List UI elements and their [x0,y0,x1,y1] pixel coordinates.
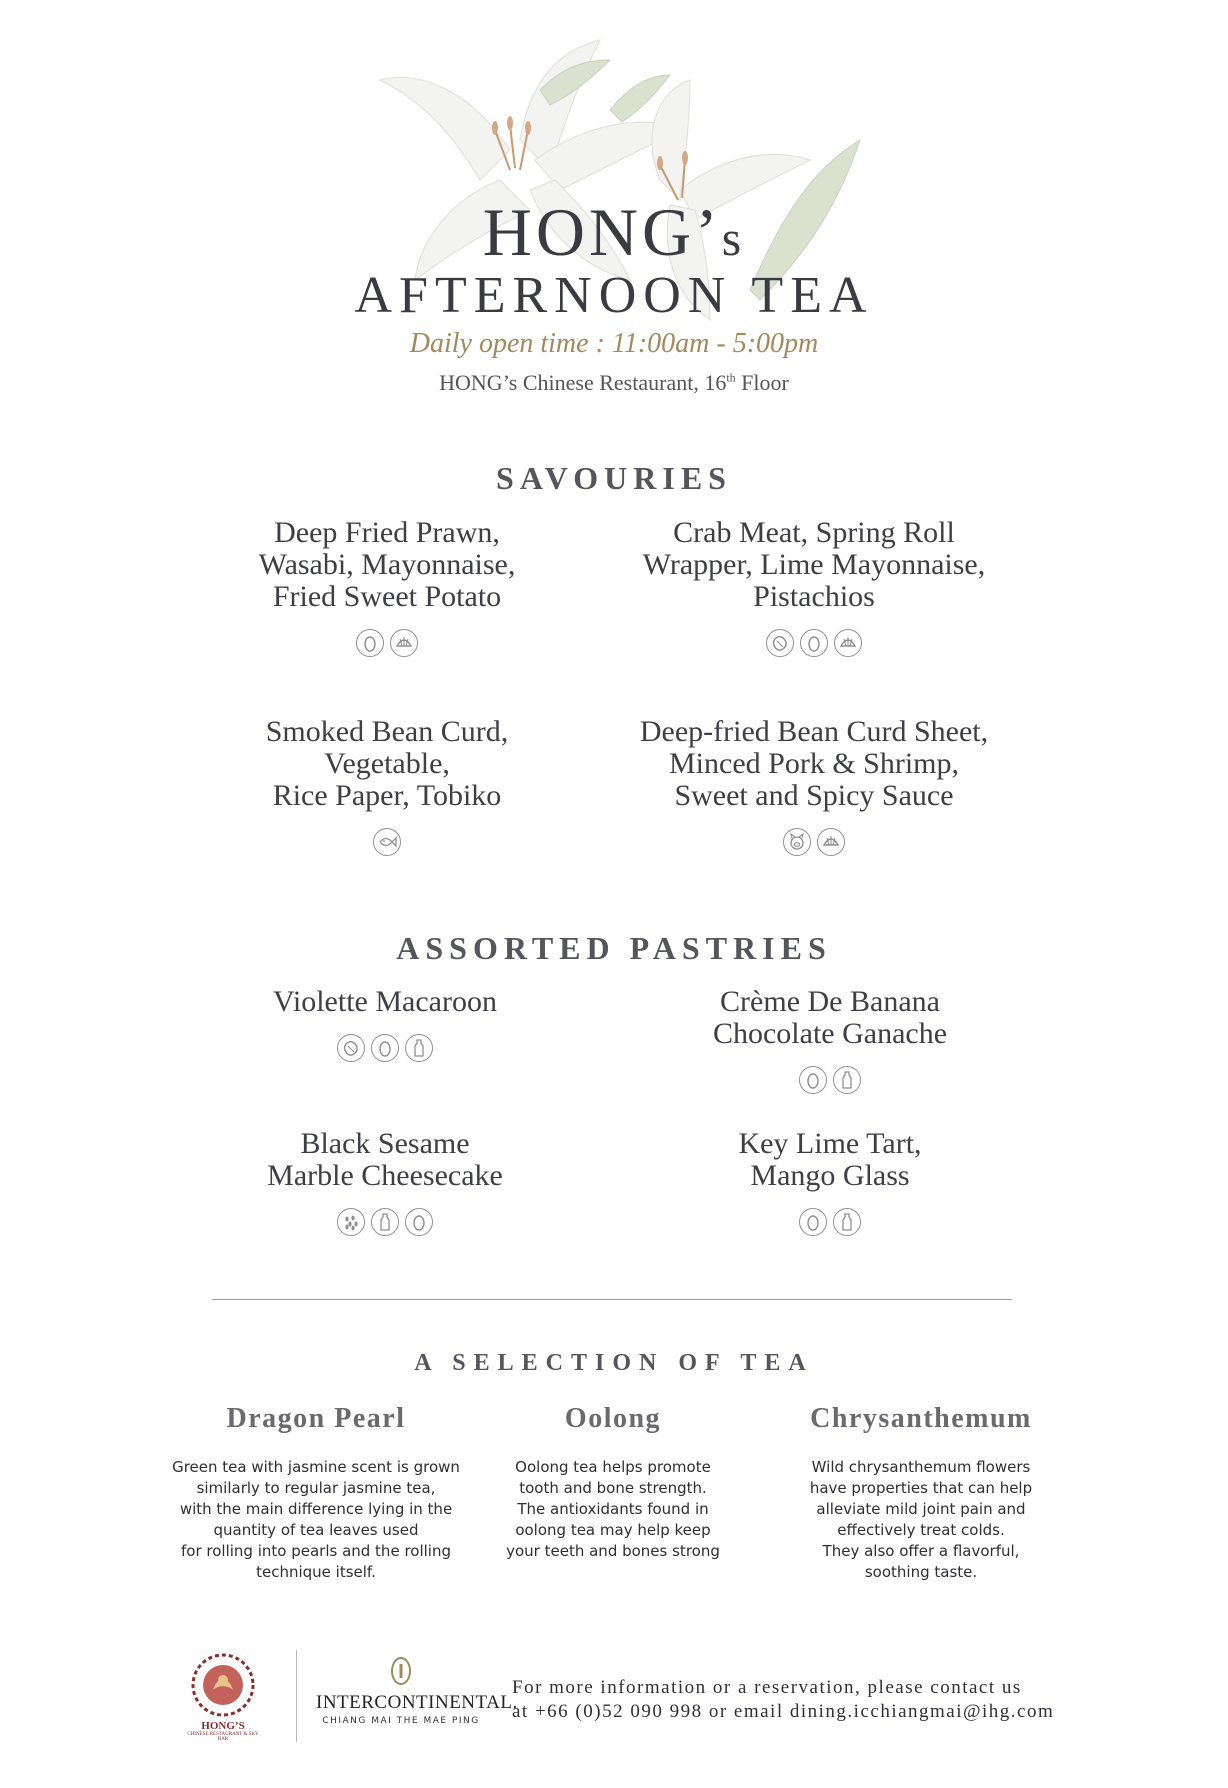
egg-allergen-icon [799,1066,827,1094]
title-hong-s: s [721,210,746,266]
menu-item [175,986,595,1062]
dairy-allergen-icon [371,1208,399,1236]
hongs-logo-sub: CHINESE RESTAURANT & SKY BAR [187,1732,259,1743]
pork-icon [783,828,811,856]
tea-item [771,1403,1071,1583]
shellfish-allergen-icon [390,629,418,657]
tea-item [166,1403,466,1583]
allergen-icons [604,828,1024,856]
menu-item-name: Smoked Bean Curd, Vegetable, Rice Paper, Tobiko [265,715,509,812]
intercontinental-logo [316,1656,518,1726]
section-title-pastries: ASSORTED PASTRIES [396,930,832,966]
egg-allergen-icon [799,1208,827,1236]
intercontinental-sub: CHIANG MAI THE MAE PING [322,1716,480,1726]
location [0,370,1228,396]
page-subtitle: AFTERNOON TEA [354,267,874,324]
menu-item-name: Black Sesame Marble Cheesecake [267,1127,503,1192]
menu-item-name: Deep Fried Prawn, Wasabi, Mayonnaise, Fried Sweet Potato [258,516,516,613]
tea-description: Green tea with jasmine scent is grown similarly to regular jasmine tea, with the main difference lying in the quantity of tea leaves used for rolling into pearls and the rolling technique itself. [172,1458,460,1581]
footer [0,1650,1228,1750]
location-text: HONG’s Chinese Restaurant, 16 [439,370,727,395]
fish-allergen-icon [373,828,401,856]
menu-item-name: Crab Meat, Spring Roll Wrapper, Lime Mayonnaise, Pistachios [642,516,986,613]
egg-allergen-icon [371,1034,399,1062]
dairy-allergen-icon [405,1034,433,1062]
open-time: Daily open time : 11:00am - 5:00pm [409,328,819,359]
title-hong: HONG’ [482,194,722,270]
hongs-crest-icon [188,1650,258,1720]
menu-item-name: Violette Macaroon [273,985,497,1018]
allergen-icons [620,1066,1040,1094]
section-title-tea: A SELECTION OF TEA [414,1350,814,1376]
tea-name: Dragon Pearl [226,1403,406,1434]
dairy-allergen-icon [833,1066,861,1094]
nut-allergen-icon [337,1034,365,1062]
location-floor: Floor [735,370,789,395]
menu-item-name: Crème De Banana Chocolate Ganache [712,985,948,1050]
section-title-savouries: SAVOURIES [496,460,732,496]
allergen-icons [604,629,1024,657]
hongs-logo [182,1650,264,1743]
contact-line-2: at +66 (0)52 090 998 or email dining.icchiangmai@ihg.com [512,1701,1055,1722]
menu-item [620,986,1040,1094]
egg-allergen-icon [405,1208,433,1236]
egg-allergen-icon [356,629,384,657]
menu-item [604,517,1024,657]
allergen-icons [175,1034,595,1062]
tea-description: Oolong tea helps promote tooth and bone strength. The antioxidants found in oolong tea may help keep your teeth and bones strong [506,1458,720,1560]
contact-line-1: For more information or a reservation, please contact us [512,1677,1022,1698]
allergen-icons [177,828,597,856]
menu-item [177,716,597,856]
sesame-allergen-icon [337,1208,365,1236]
intercontinental-emblem-icon [390,1656,412,1686]
nut-allergen-icon [766,629,794,657]
page-title [0,194,1228,270]
allergen-icons [175,1208,595,1236]
allergen-icons [177,629,597,657]
egg-allergen-icon [800,629,828,657]
menu-item [177,517,597,657]
location-sup: th [726,370,736,385]
menu-item-name: Key Lime Tart, Mango Glass [738,1127,922,1192]
divider [212,1299,1012,1300]
shellfish-allergen-icon [817,828,845,856]
menu-item-name: Deep-fried Bean Curd Sheet, Minced Pork & Shrimp, Sweet and Spicy Sauce [639,715,989,812]
tea-description: Wild chrysanthemum flowers have properties that can help alleviate mild joint pain and effectively treat colds. They also offer a flavorful, soothing taste. [809,1458,1033,1581]
tea-name: Chrysanthemum [810,1403,1032,1434]
tea-item [463,1403,763,1562]
intercontinental-name: INTERCONTINENTAL. [316,1692,518,1713]
shellfish-allergen-icon [834,629,862,657]
contact-info [512,1676,1054,1724]
menu-item [620,1128,1040,1236]
menu-item [604,716,1024,856]
tea-name: Oolong [564,1403,662,1434]
footer-divider [296,1650,297,1742]
allergen-icons [620,1208,1040,1236]
menu-item [175,1128,595,1236]
hongs-logo-text: HONG’S [201,1720,245,1732]
dairy-allergen-icon [833,1208,861,1236]
